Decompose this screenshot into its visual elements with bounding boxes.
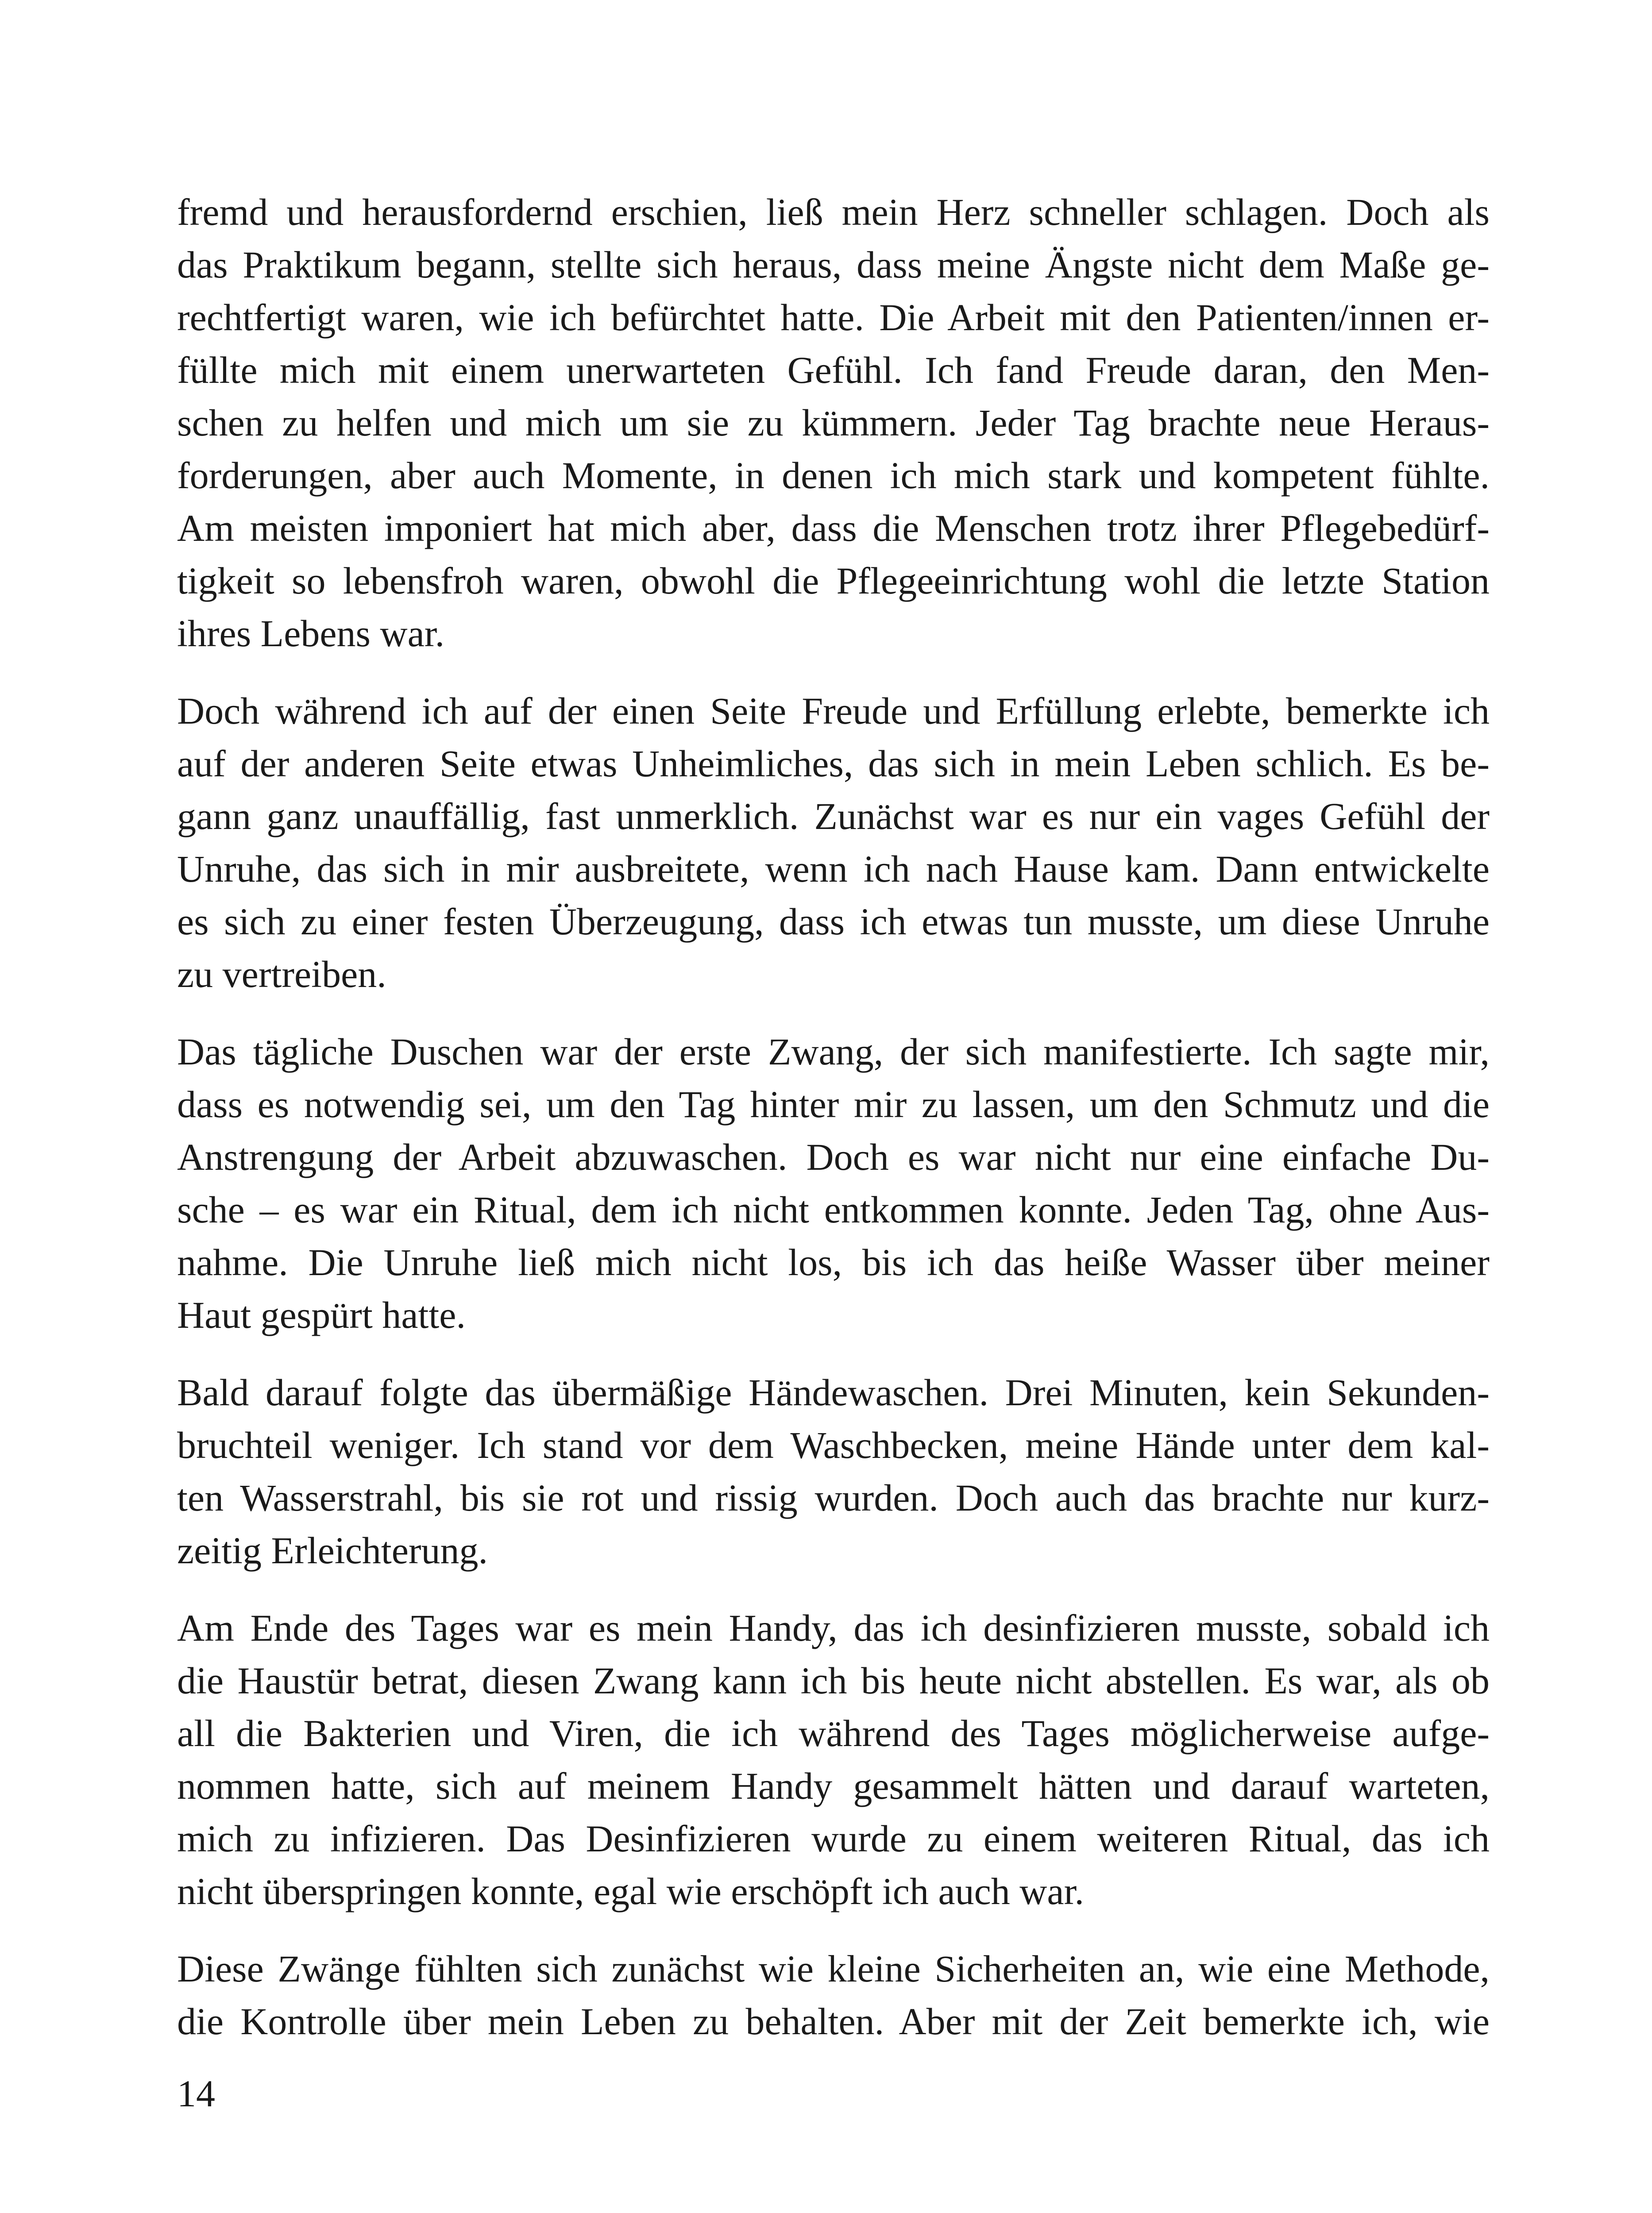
page-number: 14 xyxy=(177,2072,215,2115)
text-line: gann ganz unauffällig, fast unmerklich. Zunächst war es nur ein vages Gefühl der xyxy=(177,795,1490,837)
text-line: Bald darauf folgte das übermäßige Händewaschen. Drei Minuten, kein Sekunden- xyxy=(177,1371,1490,1414)
paragraph-5 xyxy=(177,1602,1490,1918)
text-line: nahme. Die Unruhe ließ mich nicht los, bis ich das heiße Wasser über meiner xyxy=(177,1241,1490,1284)
text-line: tigkeit so lebensfroh waren, obwohl die Pflegeeinrichtung wohl die letzte Station xyxy=(177,559,1490,602)
text-line: zu vertreiben. xyxy=(177,953,386,995)
text-line: das Praktikum begann, stellte sich heraus, dass meine Ängste nicht dem Maße ge- xyxy=(177,243,1490,286)
text-line: füllte mich mit einem unerwarteten Gefühl. Ich fand Freude daran, den Men- xyxy=(177,349,1490,391)
text-line: die Kontrolle über mein Leben zu behalten. Aber mit der Zeit bemerkte ich, wie xyxy=(177,2000,1490,2043)
text-line: rechtfertigt waren, wie ich befürchtet hatte. Die Arbeit mit den Patienten/innen er- xyxy=(177,296,1490,339)
text-line: sche – es war ein Ritual, dem ich nicht entkommen konnte. Jeden Tag, ohne Aus- xyxy=(177,1188,1490,1231)
text-line: dass es notwendig sei, um den Tag hinter mir zu lassen, um den Schmutz und die xyxy=(177,1083,1490,1126)
paragraph-6 xyxy=(177,1943,1490,2048)
text-line: bruchteil weniger. Ich stand vor dem Waschbecken, meine Hände unter dem kal- xyxy=(177,1424,1490,1466)
text-line: die Haustür betrat, diesen Zwang kann ich bis heute nicht abstellen. Es war, als ob xyxy=(177,1659,1490,1702)
text-line: Doch während ich auf der einen Seite Freude und Erfüllung erlebte, bemerkte ich xyxy=(177,690,1490,732)
text-line: zeitig Erleichterung. xyxy=(177,1529,488,1572)
text-line: Am meisten imponiert hat mich aber, dass die Menschen trotz ihrer Pflegebedürf- xyxy=(177,507,1490,549)
paragraph-3 xyxy=(177,1026,1490,1342)
text-line: auf der anderen Seite etwas Unheimliches, das sich in mein Leben schlich. Es be- xyxy=(177,742,1490,785)
text-line: Anstrengung der Arbeit abzuwaschen. Doch es war nicht nur eine einfache Du- xyxy=(177,1136,1490,1178)
text-line: Am Ende des Tages war es mein Handy, das ich desinfizieren musste, sobald ich xyxy=(177,1607,1490,1649)
text-line: Unruhe, das sich in mir ausbreitete, wenn ich nach Hause kam. Dann entwickelte xyxy=(177,848,1490,890)
body-text xyxy=(177,186,1490,2073)
text-line: nommen hatte, sich auf meinem Handy gesammelt hätten und darauf warteten, xyxy=(177,1765,1490,1807)
text-line: mich zu infizieren. Das Desinfizieren wurde zu einem weiteren Ritual, das ich xyxy=(177,1817,1490,1860)
text-line: Haut gespürt hatte. xyxy=(177,1294,466,1336)
text-line: ihres Lebens war. xyxy=(177,612,445,655)
text-line: ten Wasserstrahl, bis sie rot und rissig wurden. Doch auch das brachte nur kurz- xyxy=(177,1477,1490,1519)
text-line: schen zu helfen und mich um sie zu kümmern. Jeder Tag brachte neue Heraus- xyxy=(177,401,1490,444)
text-line: Das tägliche Duschen war der erste Zwang, der sich manifestierte. Ich sagte mir, xyxy=(177,1030,1490,1073)
paragraph-4 xyxy=(177,1366,1490,1577)
text-line: Diese Zwänge fühlten sich zunächst wie kleine Sicherheiten an, wie eine Methode, xyxy=(177,1947,1490,1990)
text-line: nicht überspringen konnte, egal wie erschöpft ich auch war. xyxy=(177,1870,1084,1912)
paragraph-2 xyxy=(177,685,1490,1001)
text-line: fremd und herausfordernd erschien, ließ mein Herz schneller schlagen. Doch als xyxy=(177,191,1490,233)
paragraph-1 xyxy=(177,186,1490,660)
text-line: all die Bakterien und Viren, die ich während des Tages möglicherweise aufge- xyxy=(177,1712,1490,1754)
text-line: es sich zu einer festen Überzeugung, dass ich etwas tun musste, um diese Unruhe xyxy=(177,900,1490,943)
text-line: forderungen, aber auch Momente, in denen ich mich stark und kompetent fühlte. xyxy=(177,454,1490,497)
